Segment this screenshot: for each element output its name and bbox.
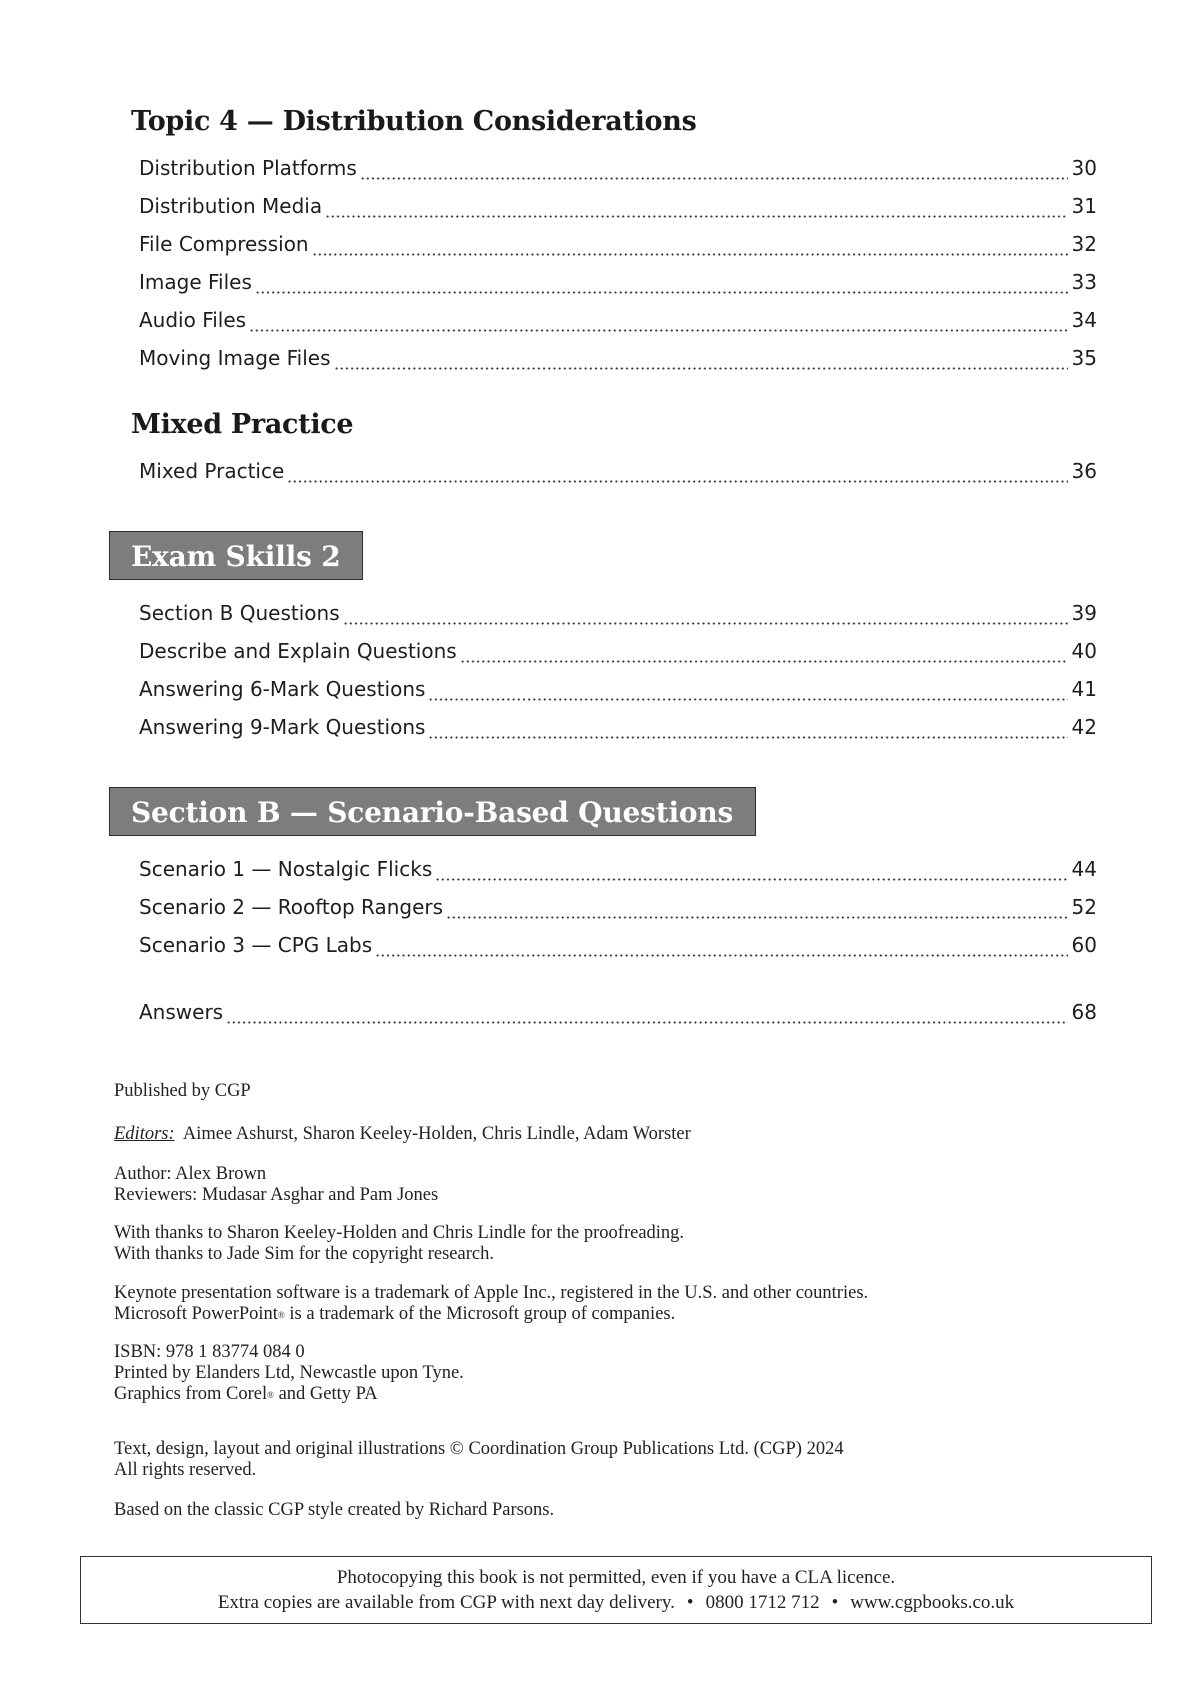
- dot-leader: [360, 175, 1068, 181]
- imprint-isbn: [114, 1342, 1114, 1405]
- toc-entry[interactable]: [139, 895, 1097, 925]
- toc-entry-page: 52: [1071, 895, 1097, 919]
- notice-phone: 0800 1712 712: [705, 1592, 820, 1613]
- toc-entry[interactable]: [139, 857, 1097, 887]
- section-heading-topic-4: Topic 4 — Distribution Considerations: [131, 106, 697, 137]
- trademark-powerpoint: Microsoft PowerPoint: [114, 1304, 278, 1324]
- toc-entry[interactable]: [139, 232, 1097, 262]
- toc-entry-answers[interactable]: [139, 1000, 1097, 1030]
- toc-entry-label: Answering 6-Mark Questions: [139, 677, 426, 701]
- registered-mark: ®: [277, 1310, 285, 1320]
- toc-entry-page: 30: [1071, 156, 1097, 180]
- dot-leader: [428, 734, 1067, 740]
- trademark-keynote: Keynote presentation software is a trademark of Apple Inc., registered in the U.S. and other countries.: [114, 1283, 869, 1303]
- graphics-from-text: Graphics from Corel: [114, 1384, 268, 1404]
- registered-mark: ®: [267, 1390, 274, 1400]
- toc-entry-label: Answers: [139, 1000, 224, 1024]
- imprint-published-by: [114, 1081, 1114, 1102]
- dot-leader: [334, 365, 1068, 371]
- thanks-copyright: With thanks to Jade Sim for the copyright research.: [114, 1244, 494, 1264]
- copyright-text: Text, design, layout and original illustrations © Coordination Group Publications Ltd. (CGP) 2024: [114, 1439, 844, 1459]
- author-text: Author: Alex Brown: [114, 1164, 267, 1184]
- bullet-separator: •: [686, 1592, 694, 1613]
- toc-entry[interactable]: [139, 459, 1097, 489]
- toc-entry-page: 39: [1071, 601, 1097, 625]
- toc-entry[interactable]: [139, 194, 1097, 224]
- toc-entry-label: Answering 9-Mark Questions: [139, 715, 426, 739]
- toc-entry-page: 42: [1071, 715, 1097, 739]
- toc-entry-page: 32: [1071, 232, 1097, 256]
- toc-entry[interactable]: [139, 270, 1097, 300]
- toc-entry-label: Section B Questions: [139, 601, 340, 625]
- dot-leader: [446, 914, 1067, 920]
- imprint-thanks: [114, 1223, 1114, 1265]
- photocopy-notice-box: [80, 1556, 1152, 1624]
- toc-entry-page: 60: [1071, 933, 1097, 957]
- toc-entry-label: Distribution Platforms: [139, 156, 357, 180]
- dot-leader: [249, 327, 1067, 333]
- toc-entry[interactable]: [139, 308, 1097, 338]
- toc-entry-page: 36: [1071, 459, 1097, 483]
- imprint-editors: [114, 1124, 1114, 1145]
- section-box-section-b: Section B — Scenario-Based Questions: [109, 787, 756, 836]
- dot-leader: [460, 658, 1068, 664]
- toc-entry-page: 31: [1071, 194, 1097, 218]
- toc-entry-page: 44: [1071, 857, 1097, 881]
- toc-entry-page: 68: [1071, 1000, 1097, 1024]
- toc-entry-label: Scenario 2 — Rooftop Rangers: [139, 895, 444, 919]
- section-box-exam-skills-2: Exam Skills 2: [109, 531, 363, 580]
- dot-leader: [375, 952, 1067, 958]
- toc-entry-label: Describe and Explain Questions: [139, 639, 457, 663]
- dot-leader: [287, 478, 1067, 484]
- based-on-text: Based on the classic CGP style created by Richard Parsons.: [114, 1500, 555, 1520]
- bullet-separator: •: [831, 1592, 839, 1613]
- section-heading-mixed-practice: Mixed Practice: [131, 409, 354, 440]
- toc-entry[interactable]: [139, 933, 1097, 963]
- notice-extra-copies: Extra copies are available from CGP with next day delivery.: [217, 1592, 675, 1613]
- published-by-text: Published by CGP: [114, 1081, 251, 1101]
- dot-leader: [255, 289, 1068, 295]
- toc-entry-label: Distribution Media: [139, 194, 323, 218]
- imprint-author: [114, 1164, 1114, 1206]
- rights-text: All rights reserved.: [114, 1460, 257, 1480]
- toc-entry[interactable]: [139, 346, 1097, 376]
- dot-leader: [312, 251, 1068, 257]
- toc-entry-label: Image Files: [139, 270, 252, 294]
- toc-entry-page: 41: [1071, 677, 1097, 701]
- imprint-copyright: [114, 1439, 1114, 1481]
- toc-entry[interactable]: [139, 677, 1097, 707]
- dot-leader: [343, 620, 1068, 626]
- graphics-from-rest: and Getty PA: [273, 1384, 378, 1404]
- notice-website-link[interactable]: www.cgpbooks.co.uk: [850, 1592, 1015, 1613]
- trademark-powerpoint-rest: is a trademark of the Microsoft group of companies.: [284, 1304, 676, 1324]
- toc-entry[interactable]: [139, 715, 1097, 745]
- dot-leader: [435, 876, 1067, 882]
- toc-entry-label: Moving Image Files: [139, 346, 331, 370]
- notice-line-1: Photocopying this book is not permitted, even if you have a CLA licence.: [336, 1567, 896, 1588]
- toc-entry-page: 40: [1071, 639, 1097, 663]
- toc-entry-page: 33: [1071, 270, 1097, 294]
- editors-label: Editors:: [114, 1124, 175, 1144]
- printed-by-text: Printed by Elanders Ltd, Newcastle upon Tyne.: [114, 1363, 464, 1383]
- toc-entry-page: 34: [1071, 308, 1097, 332]
- dot-leader: [428, 696, 1067, 702]
- isbn-text: ISBN: 978 1 83774 084 0: [114, 1342, 305, 1362]
- toc-entry-label: Scenario 1 — Nostalgic Flicks: [139, 857, 433, 881]
- toc-entry[interactable]: [139, 156, 1097, 186]
- toc-entry-label: Scenario 3 — CPG Labs: [139, 933, 373, 957]
- reviewers-text: Reviewers: Mudasar Asghar and Pam Jones: [114, 1185, 439, 1205]
- thanks-proofreading: With thanks to Sharon Keeley-Holden and Chris Lindle for the proofreading.: [114, 1223, 685, 1243]
- toc-entry-label: Audio Files: [139, 308, 247, 332]
- toc-entry-label: File Compression: [139, 232, 309, 256]
- imprint-trademarks: [114, 1283, 1114, 1325]
- toc-entry[interactable]: [139, 601, 1097, 631]
- imprint-based-on: [114, 1500, 1114, 1521]
- toc-entry-label: Mixed Practice: [139, 459, 285, 483]
- editors-names: Aimee Ashurst, Sharon Keeley-Holden, Chris Lindle, Adam Worster: [182, 1124, 691, 1144]
- dot-leader: [226, 1019, 1067, 1025]
- dot-leader: [325, 213, 1067, 219]
- toc-entry[interactable]: [139, 639, 1097, 669]
- toc-entry-page: 35: [1071, 346, 1097, 370]
